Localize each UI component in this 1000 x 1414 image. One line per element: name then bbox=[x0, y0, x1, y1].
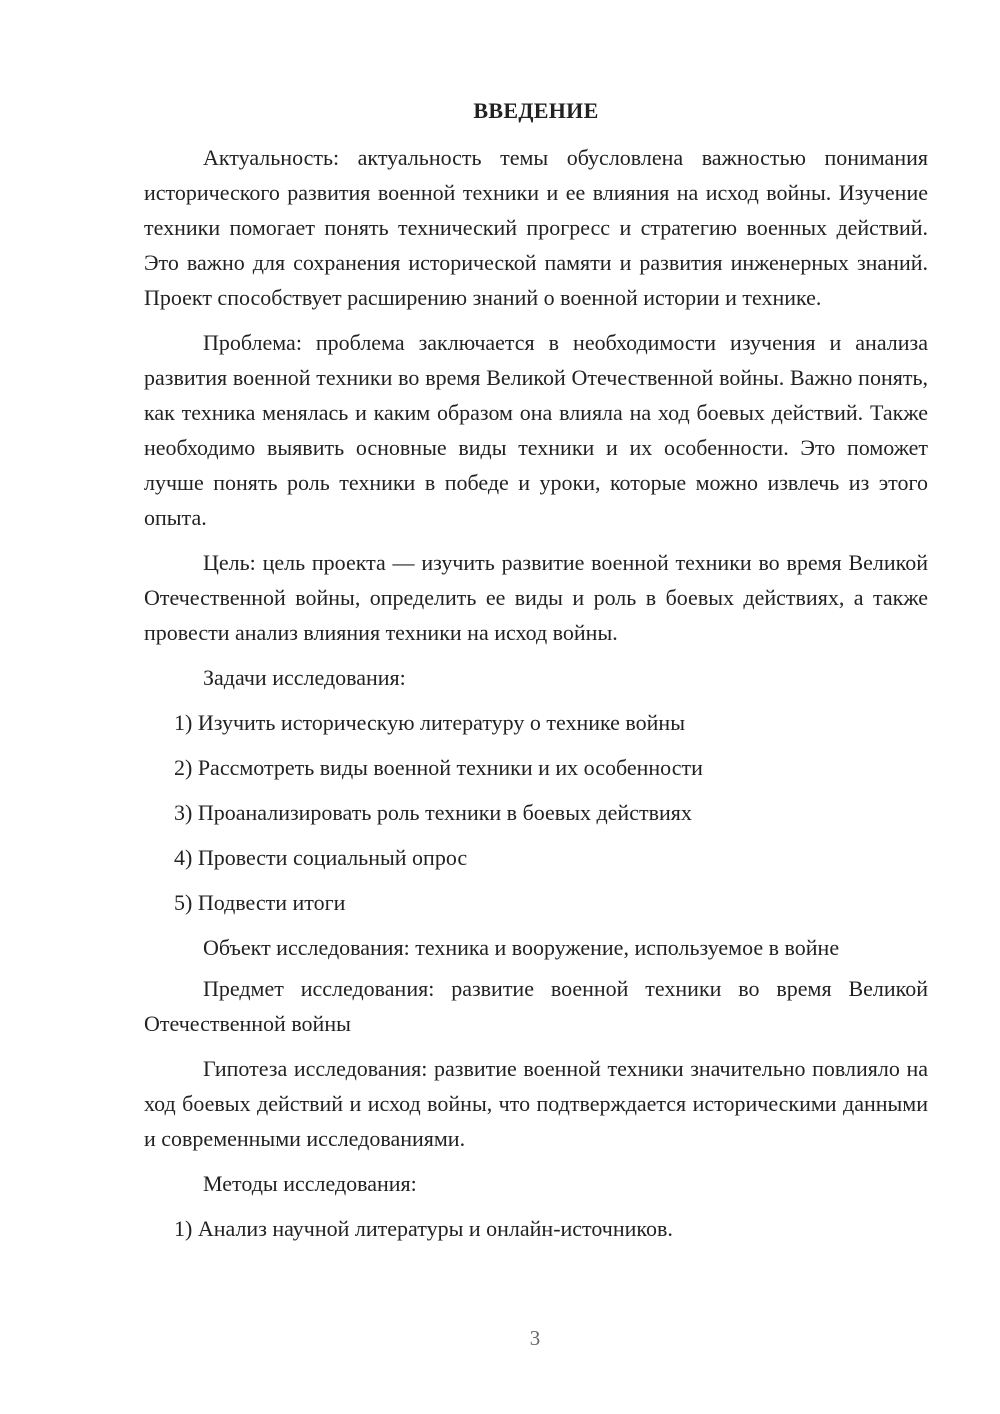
relevance-paragraph: Актуальность: актуальность темы обусловлена важностью понимания исторического развития военной техники и ее влияния на исход войны. Изучение техники помогает понять технический прогресс и стратегию военных действий. Это важно для сохранения исторической памяти и развития инженерных знаний. Проект способствует расширению знаний о военной истории и технике. bbox=[144, 145, 928, 310]
subject-paragraph: Предмет исследования: развитие военной техники во время Великой Отечественной войны bbox=[144, 976, 928, 1036]
tasks-list bbox=[144, 705, 928, 920]
problem-paragraph: Проблема: проблема заключается в необходимости изучения и анализа развития военной техники во время Великой Отечественной войны. Важно понять, как техника менялась и каким образом она влияла на ход боевых действий. Также необходимо выявить основные виды техники и их особенности. Это поможет лучше понять роль техники в победе и уроки, которые можно извлечь из этого опыта. bbox=[144, 330, 928, 530]
document-page bbox=[144, 96, 928, 1256]
list-item: 5) Подвести итоги bbox=[174, 890, 346, 915]
goal-paragraph: Цель: цель проекта — изучить развитие военной техники во время Великой Отечественной войны, определить ее виды и роль в боевых действиях, а также провести анализ влияния техники на исход войны. bbox=[144, 550, 928, 645]
list-item: 4) Провести социальный опрос bbox=[174, 845, 468, 870]
object-paragraph: Объект исследования: техника и вооружение, используемое в войне bbox=[203, 935, 840, 960]
section-heading: ВВЕДЕНИЕ bbox=[473, 98, 599, 123]
list-item: 1) Изучить историческую литературу о технике войны bbox=[174, 710, 685, 735]
list-item: 2) Рассмотреть виды военной техники и их особенности bbox=[174, 755, 703, 780]
page-number: 3 bbox=[529, 1326, 541, 1350]
methods-label: Методы исследования: bbox=[203, 1171, 417, 1196]
methods-list bbox=[144, 1211, 928, 1246]
tasks-label: Задачи исследования: bbox=[203, 665, 406, 690]
hypothesis-paragraph: Гипотеза исследования: развитие военной техники значительно повлияло на ход боевых действий и исход войны, что подтверждается историческими данными и современными исследованиями. bbox=[144, 1056, 928, 1151]
list-item: 3) Проанализировать роль техники в боевых действиях bbox=[174, 800, 692, 825]
list-item: 1) Анализ научной литературы и онлайн-источников. bbox=[174, 1216, 673, 1241]
